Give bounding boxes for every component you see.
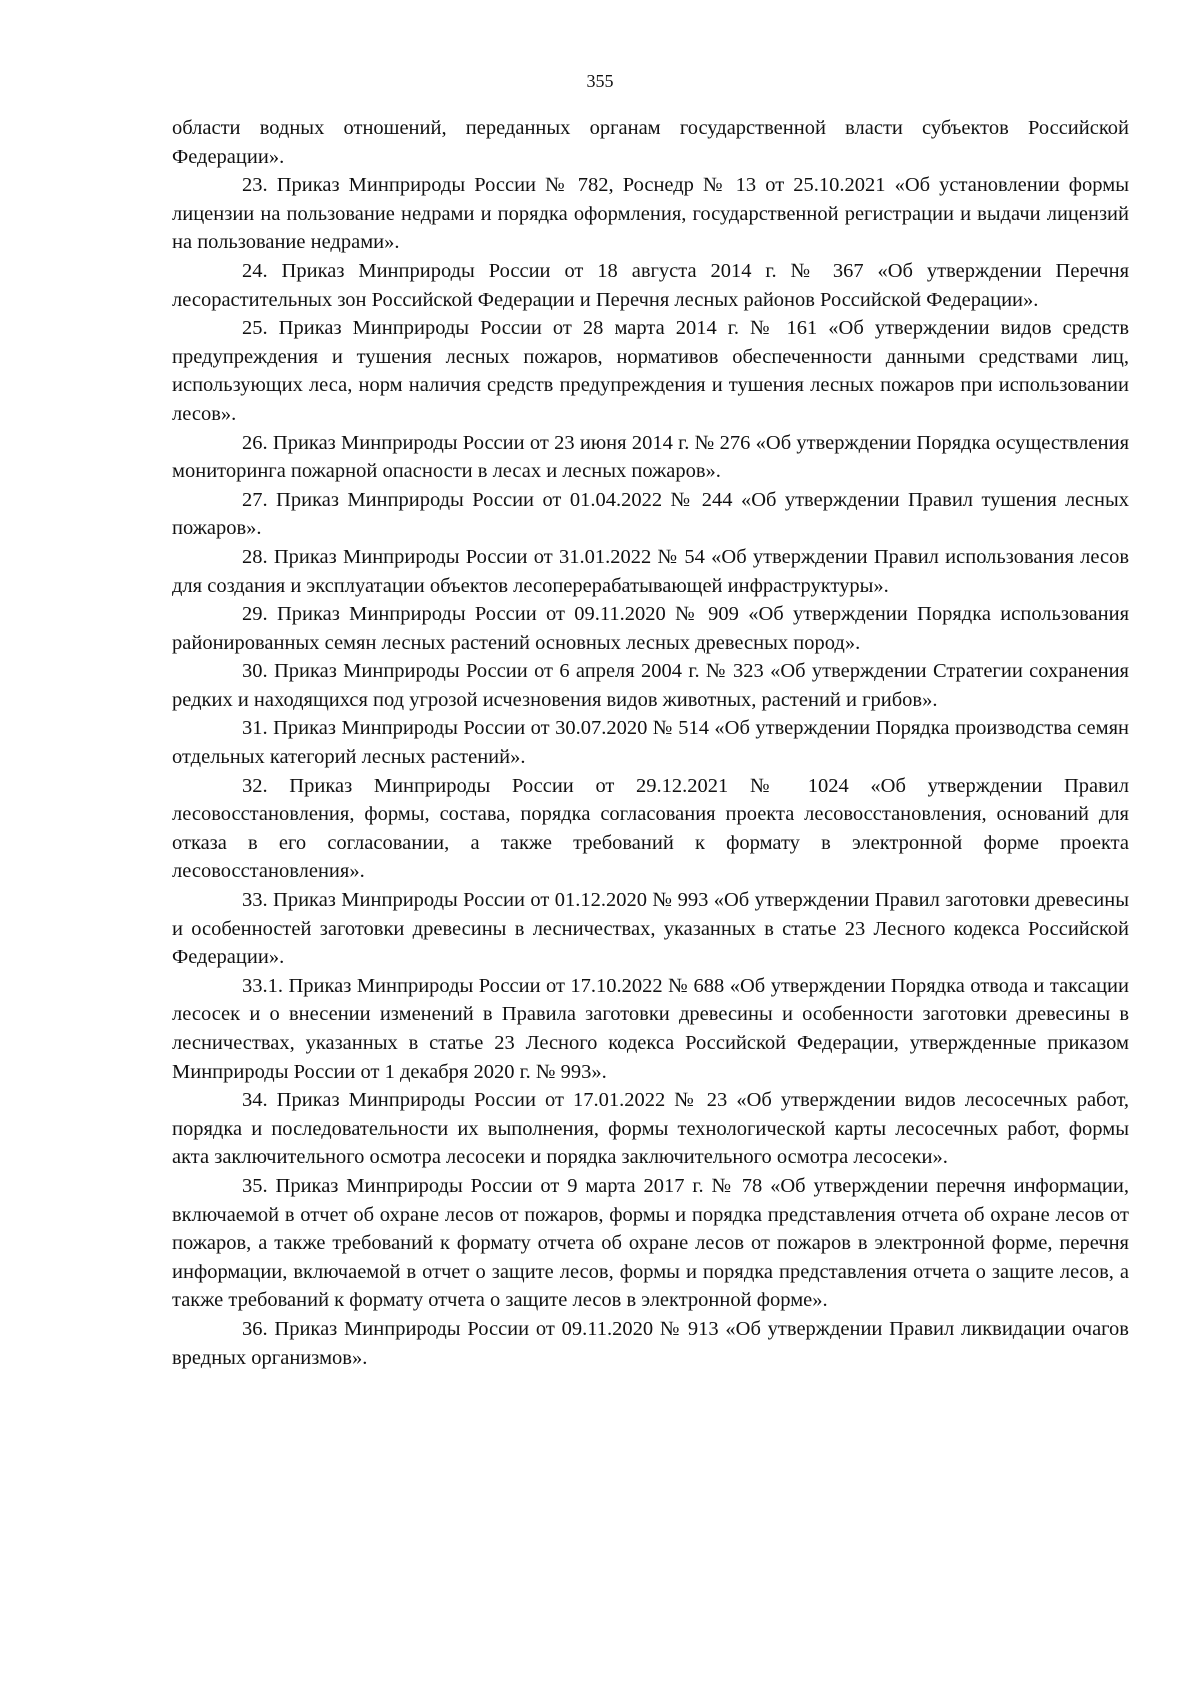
paragraph-item-28: 28. Приказ Минприроды России от 31.01.2022 № 54 «Об утверждении Правил использования лесов для создания и эксплуатации объектов лесоперерабатывающей инфраструктуры». — [172, 545, 1129, 597]
paragraph-item-27: 27. Приказ Минприроды России от 01.04.2022 № 244 «Об утверждении Правил тушения лесных пожаров». — [172, 488, 1129, 540]
paragraph-item-29: 29. Приказ Минприроды России от 09.11.2020 № 909 «Об утверждении Порядка использования районированных семян лесных растений основных лесных древесных пород». — [172, 603, 1129, 654]
paragraph-item-31: 31. Приказ Минприроды России от 30.07.2020 № 514 «Об утверждении Порядка производства семян отдельных категорий лесных растений». — [172, 717, 1129, 769]
paragraph-item-30: 30. Приказ Минприроды России от 6 апреля 2004 г. № 323 «Об утверждении Стратегии сохранения редких и находящихся под угрозой исчезновения видов животных, растений и грибов». — [172, 660, 1129, 711]
paragraph-item-25: 25. Приказ Минприроды России от 28 марта 2014 г. № 161 «Об утверждении видов средств предупреждения и тушения лесных пожаров, нормативов обеспеченности данными средствами лиц, использующих леса, норм наличия средств предупреждения и тушения лесных пожаров при использовании лесов». — [172, 317, 1129, 425]
paragraph-item-33-1: 33.1. Приказ Минприроды России от 17.10.2022 № 688 «Об утверждении Порядка отвода и таксации лесосек и о внесении изменений в Правила заготовки древесины и особенности заготовки древесины в лесничествах, указанных в статье 23 Лесного кодекса Российской Федерации, утвержденные приказом Минприроды России от 1 декабря 2020 г. № 993». — [172, 974, 1129, 1083]
paragraph-item-26: 26. Приказ Минприроды России от 23 июня 2014 г. № 276 «Об утверждении Порядка осуществления мониторинга пожарной опасности в лесах и лесных пожаров». — [172, 431, 1129, 483]
paragraph-item-24: 24. Приказ Минприроды России от 18 августа 2014 г. № 367 «Об утверждении Перечня лесорастительных зон Российской Федерации и Перечня лесных районов Российской Федерации». — [172, 259, 1129, 311]
paragraph-item-34: 34. Приказ Минприроды России от 17.01.2022 № 23 «Об утверждении видов лесосечных работ, порядка и последовательности их выполнения, формы технологической карты лесосечных работ, формы акта заключительного осмотра лесосеки и порядка заключительного осмотра лесосеки». — [172, 1089, 1129, 1169]
paragraph-item-33: 33. Приказ Минприроды России от 01.12.2020 № 993 «Об утверждении Правил заготовки древесины и особенностей заготовки древесины в лесничествах, указанных в статье 23 Лесного кодекса Российской Федерации». — [172, 889, 1129, 969]
paragraph-continuation: области водных отношений, переданных органам государственной власти субъектов Российской Федерации». — [172, 117, 1129, 168]
paragraph-item-36: 36. Приказ Минприроды России от 09.11.2020 № 913 «Об утверждении Правил ликвидации очагов вредных организмов». — [172, 1317, 1129, 1369]
paragraph-item-23: 23. Приказ Минприроды России № 782, Роснедр № 13 от 25.10.2021 «Об установлении формы лицензии на пользование недрами и порядка оформления, государственной регистрации и выдачи лицензий на пользование недрами». — [172, 174, 1129, 254]
paragraph-item-32: 32. Приказ Минприроды России от 29.12.2021 № 1024 «Об утверждении Правил лесовосстановления, формы, состава, порядка согласования проекта лесовосстановления, оснований для отказа в его согласовании, а также требований к формату в электронной форме проекта лесовосстановления». — [172, 774, 1129, 883]
document-body — [172, 114, 1129, 1372]
page-number: 355 — [586, 71, 614, 91]
paragraph-item-35: 35. Приказ Минприроды России от 9 марта 2017 г. № 78 «Об утверждении перечня информации, включаемой в отчет об охране лесов от пожаров, формы и порядка представления отчета об охране лесов от пожаров, а также требований к формату отчета об охране лесов от пожаров в электронной форме, перечня информации, включаемой в отчет о защите лесов, формы и порядка представления отчета о защите лесов, а также требований к формату отчета о защите лесов в электронной форме». — [172, 1174, 1129, 1312]
